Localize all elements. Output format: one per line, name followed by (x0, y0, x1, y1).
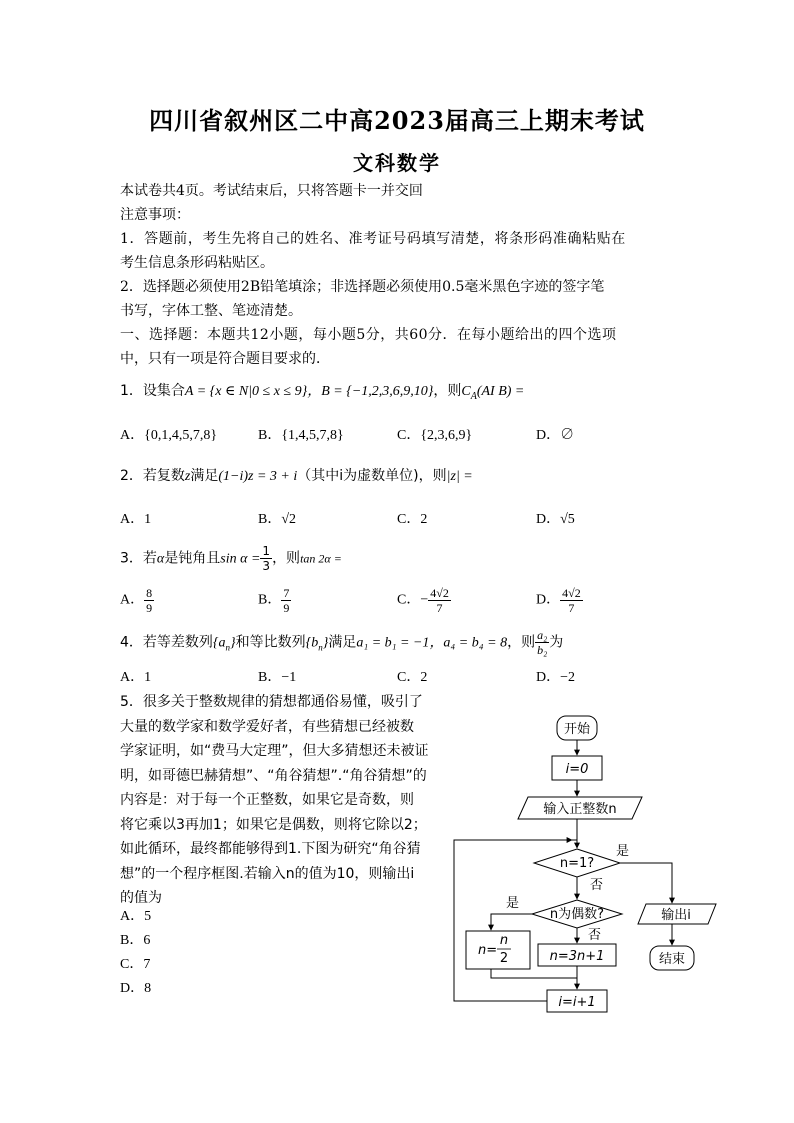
q1-option-d: D．∅ (536, 428, 575, 443)
q3-text: 3．若 (120, 550, 157, 567)
q5-line: 学家证明，如“费马大定理”，但大多猜想还未被证 (120, 743, 429, 759)
q4-cond-1: a₁ = b₁ = −1 (356, 635, 430, 651)
flow-end-label: 结束 (658, 952, 686, 967)
q4-text-e: 为 (549, 634, 564, 651)
instruction-line: 本试卷共4页。考试结束后，只将答题卡一并交回 (120, 183, 423, 199)
section-heading: 一、选择题：本题共12小题，每小题5分，共60分．在每小题给出的四个选项 (120, 327, 617, 343)
q5-line: 想”的一个程序框图.若输入n的值为10，则输出i (120, 865, 415, 882)
flow-even-den: 2 (499, 951, 509, 966)
instruction-item-2: 2．选择题必须使用2B铅笔填涂；非选择题必须使用0.5毫米黑色字迹的签字笔 (120, 279, 605, 295)
q1-option-c: C．{2,3,6,9} (397, 428, 473, 443)
flowchart (440, 708, 740, 1018)
q3-option-c: C．− $\frac{4√2}{7}$ (397, 586, 449, 615)
q2-text-b: 满足 (190, 468, 219, 484)
flow-cond1-label: n=1? (559, 856, 595, 871)
q5-option-b: B．6 (120, 933, 151, 948)
q5-option-c: C．7 (120, 957, 151, 972)
q1-expr-sub: A (470, 390, 477, 402)
q5-line: 将它乘以3再加1；如果它是偶数，则将它除以2； (120, 816, 427, 833)
q3-option-d: D． $\frac{4√2}{7}$ (536, 586, 581, 615)
flow-cond2-label: n为偶数? (549, 907, 605, 922)
flow-no1-label: 否 (590, 878, 604, 893)
q3-text-c: ，则 (272, 550, 301, 567)
q4-option-b: B．−1 (258, 670, 297, 685)
q1-set-a: A = {x ∈ N|0 ≤ x ≤ 9} (184, 384, 308, 399)
q1-option-b: B．{1,4,5,7,8} (258, 428, 344, 443)
q2-text: 2．若复数 (120, 468, 185, 484)
q1-expr: C (461, 384, 471, 399)
section-heading-cont: 中，只有一项是符合题目要求的． (120, 351, 330, 367)
q5-line: 5．很多关于整数规律的猜想都通俗易懂，吸引了 (120, 694, 423, 710)
q2-abs: |z| = (446, 469, 473, 484)
instruction-item-2-cont: 书写，字体工整、笔迹清楚。 (120, 303, 302, 319)
flow-even-lhs: n= (478, 943, 498, 958)
question-5-stem (120, 690, 429, 911)
q2-option-c: C．2 (397, 512, 428, 527)
q5-option-a: A．5 (120, 909, 152, 924)
q4-cond-2: ，a₄ = b₄ = 8 (429, 635, 508, 651)
q4-seq-b: {b (305, 635, 319, 651)
q5-line: 的值为 (120, 890, 162, 906)
q5-line: 内容是：对于每一个正整数，如果它是奇数，则 (120, 792, 414, 808)
q4-text-c: 满足 (328, 634, 357, 651)
flow-init-label: i=0 (565, 762, 589, 777)
q1-text-b: ，则 (433, 383, 462, 399)
q1-text: 1．设集合 (120, 383, 185, 399)
q2-text-c: （其中i为虚数单位)，则 (297, 468, 447, 484)
flow-no2-label: 否 (588, 928, 602, 943)
instruction-heading: 注意事项： (120, 207, 190, 223)
q5-option-d: D．8 (120, 981, 152, 996)
question-1-stem (120, 380, 524, 408)
question-3-stem (120, 544, 342, 573)
flow-incr-label: i=i+1 (558, 995, 596, 1010)
flow-odd-label: n=3n+1 (549, 949, 605, 964)
q1-expr-rest: (AI B) = (476, 384, 525, 399)
q3-fraction: $\frac{1}{3}$ (262, 544, 271, 573)
q4-text-d: ，则 (507, 634, 536, 651)
q3-text-b: 是钝角且 (164, 550, 221, 567)
page-title: 四川省叙州区二中高2023届高三上期末考试 (149, 106, 645, 135)
q3-option-a: A． $\frac{8}{9}$ (120, 586, 153, 615)
page-subtitle: 文科数学 (353, 151, 441, 175)
q2-var: z (184, 469, 191, 484)
question-4-stem: 4．若等差数列$\{a_n\}$和等比数列$\{b_n\}$满足a₁ = b₁ = −1，a₄ = b₄ = 8，则 $\frac{\text{a₂}}{\text{b₂}}$ 为 (120, 628, 564, 657)
q4-text: 4．若等差数列 (120, 634, 213, 651)
flow-output-label: 输出i (661, 908, 691, 923)
q5-line: 明，如哥德巴赫猜想”、“角谷猜想”.“角谷猜想”的 (120, 767, 427, 784)
q4-seq-a: {a (212, 635, 226, 651)
q3-sin: sin α = (220, 551, 261, 567)
flow-even-box (466, 931, 530, 969)
q4-option-c: C．2 (397, 670, 428, 685)
q3-tan: tan 2α = (300, 551, 342, 566)
q2-eq: (1−i)z = 3 + i (218, 469, 298, 484)
q1-option-a: A．{0,1,4,5,7,8} (120, 428, 218, 443)
q4-fraction: $\frac{\text{a₂}}{\text{b₂}}$ (537, 628, 548, 657)
q5-line: 如此循环，最终都能够得到1.下图为研究“角谷猜 (120, 841, 421, 857)
instruction-item-1-cont: 考生信息条形码粘贴区。 (120, 255, 274, 271)
q4-text-b: 和等比数列 (235, 634, 306, 651)
q3-alpha: α (156, 551, 165, 567)
flow-even-num: n (499, 933, 509, 948)
q2-option-a: A．1 (120, 512, 152, 527)
q4-option-a: A．1 (120, 670, 152, 685)
instruction-item-1: 1．答题前，考生先将自己的姓名、准考证号码填写清楚，将条形码准确粘贴在 (120, 231, 626, 247)
q4-option-d: D．−2 (536, 670, 576, 685)
q2-option-d: D．√5 (536, 512, 575, 527)
q5-line: 大量的数学家和数学爱好者，有些猜想已经被数 (120, 718, 414, 735)
q2-option-b: B．√2 (258, 512, 297, 527)
flow-input-label: 输入正整数n (543, 802, 617, 817)
question-2-stem (120, 465, 473, 488)
q3-option-b: B． $\frac{7}{9}$ (258, 586, 290, 615)
q1-set-b: ，B = {−1,2,3,6,9,10} (307, 384, 434, 399)
flow-yes1-label: 是 (616, 844, 630, 859)
flow-start-label: 开始 (563, 722, 591, 737)
flow-yes2-label: 是 (506, 896, 520, 911)
